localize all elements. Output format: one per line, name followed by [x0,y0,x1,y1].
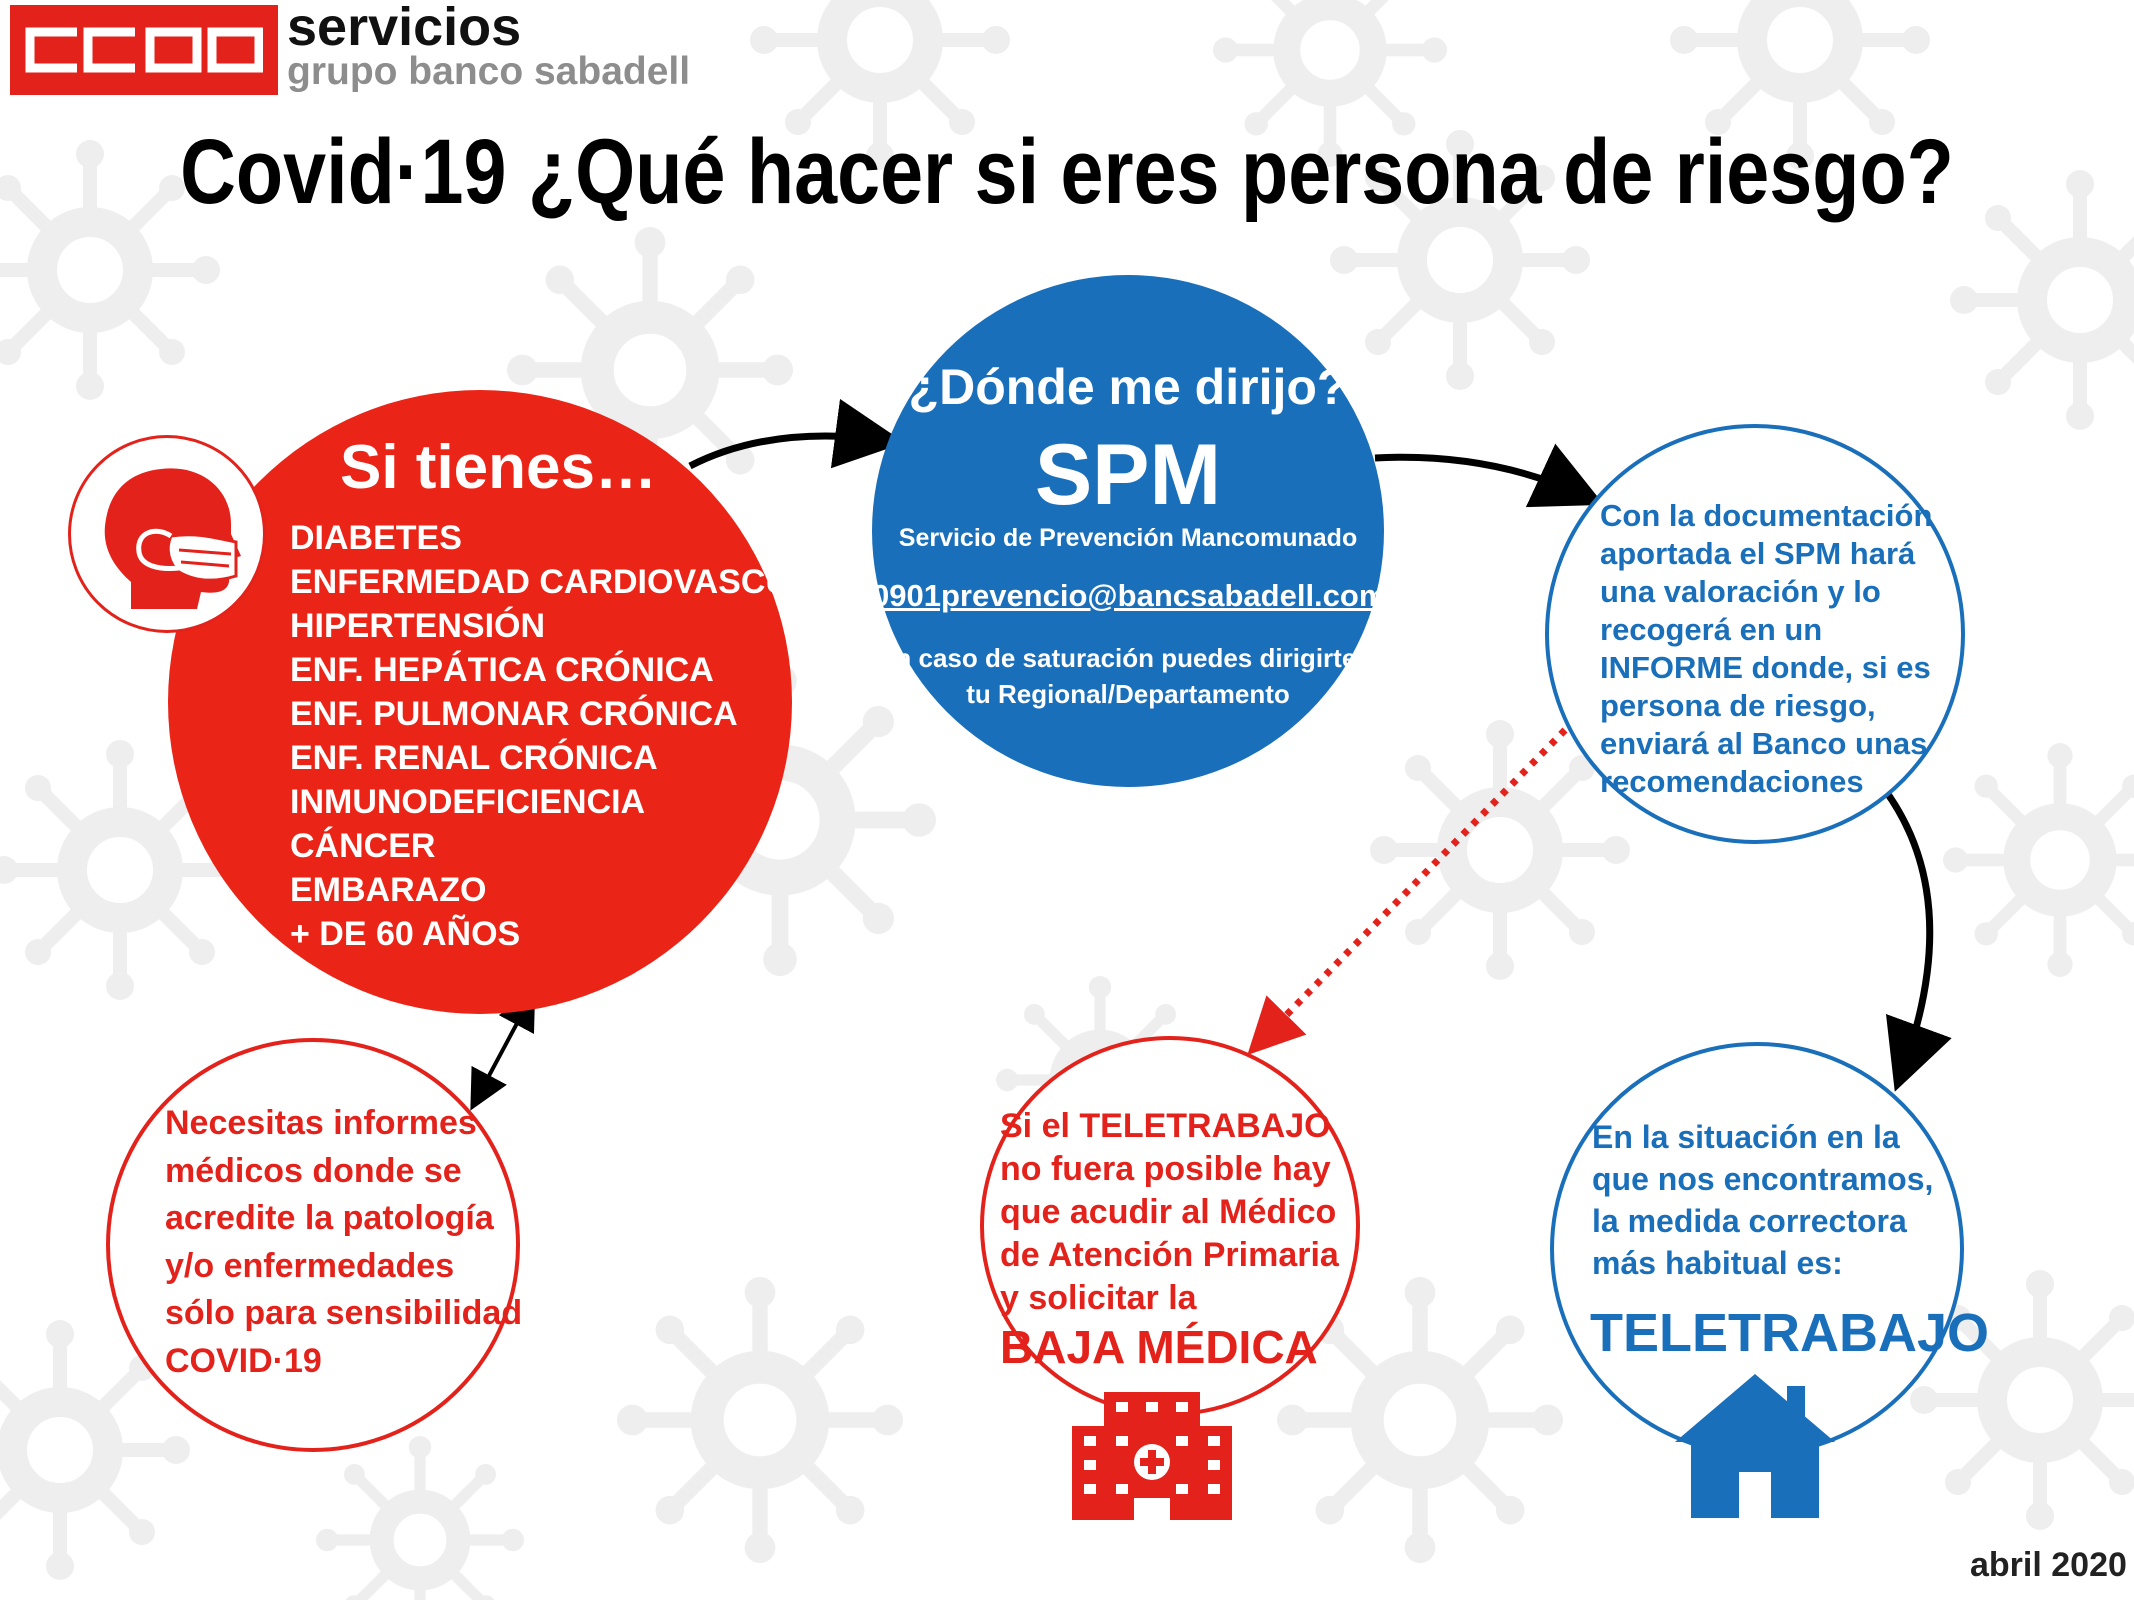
footer-date: abril 2020 [1970,1546,2127,1584]
condition-item: CÁNCER [290,827,436,865]
face-mask-icon [101,464,241,609]
medical-reports-text: Necesitas informes médicos donde se acredite la patología y/o enfermedades sólo para sensibilidad COVID·19 [165,1104,523,1380]
sick-leave-highlight: BAJA MÉDICA [1000,1321,1318,1373]
telework-text: En la situación en la que nos encontramos, la medida correctora más habitual es: [1592,1119,1934,1281]
condition-item: ENFERMEDAD CARDIOVASCULAR [290,563,860,601]
spm-question: ¿Dónde me dirijo? [908,359,1348,415]
condition-item: + DE 60 AÑOS [290,915,521,953]
spm-full-name: Servicio de Prevención Mancomunado [898,524,1358,552]
brand-line2: grupo banco sabadell [287,50,691,93]
ccoo-logo [10,5,278,95]
valuation-text: Con la documentación aportada el SPM hará una valoración y lo recogerá en un INFORME donde, si es persona de riesgo, enviará al Banco unas recomendaciones [1600,498,1933,799]
telework-highlight: TELETRABAJO [1590,1303,1990,1363]
page-title: Covid·19 ¿Qué hacer si eres persona de riesgo? [180,121,1954,223]
ccoo-logo-icon [25,27,263,73]
spm-acronym: SPM [1034,427,1222,523]
mask-circle [68,435,266,633]
conditions-list [290,516,860,956]
sick-leave-text: Si el TELETRABAJO no fuera posible hay que acudir al Médico de Atención Primaria y solicitar la [1000,1107,1339,1317]
condition-item: ENF. RENAL CRÓNICA [290,739,658,777]
spm-note: En caso de saturación puedes dirigirte a tu Regional/Departamento [878,643,1378,709]
brand-block [287,0,690,91]
condition-item: DIABETES [290,519,462,557]
spm-email-link[interactable]: 0901prevencio@bancsabadell.com [872,578,1387,613]
condition-item: INMUNODEFICIENCIA [290,783,646,821]
conditions-heading: Si tienes… [340,433,657,502]
condition-item: ENF. HEPÁTICA CRÓNICA [290,651,714,689]
condition-item: ENF. PULMONAR CRÓNICA [290,695,738,733]
hospital-icon [1072,1392,1232,1520]
condition-item: EMBARAZO [290,871,487,909]
house-icon [1675,1372,1835,1518]
condition-item: HIPERTENSIÓN [290,607,546,645]
brand-line1: servicios [287,0,522,57]
